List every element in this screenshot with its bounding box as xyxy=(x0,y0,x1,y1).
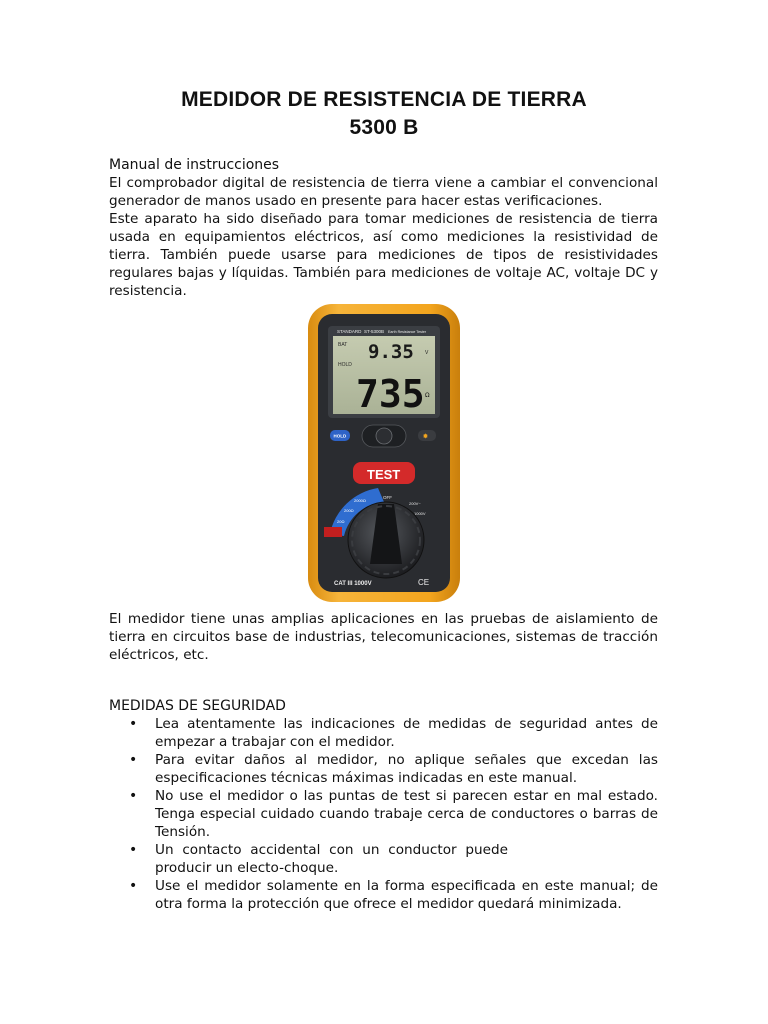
earth-resistance-tester-image xyxy=(306,302,462,604)
safety-item: • Lea atentamente las indicaciones de medidas de seguridad antes de empezar a trabajar con el medidor. xyxy=(109,715,658,751)
warning-label xyxy=(324,527,342,537)
backlight-icon: ✸ xyxy=(422,432,429,441)
range-label-dcv: 1000V xyxy=(414,511,426,516)
safety-item: • No use el medidor o las puntas de test si parecen estar en mal estado. Tenga especial cuidado cuando trabaje cerca de conductores o barras de Tensión. xyxy=(109,787,658,841)
applications-paragraph: El medidor tiene unas amplias aplicaciones en las pruebas de aislamiento de tierra en circuitos base de industrias, telecomunicaciones, sistemas de tracción eléctricos, etc. xyxy=(109,611,658,663)
lcd-hold-indicator: HOLD xyxy=(338,362,352,368)
range-label-200: 200Ω xyxy=(344,508,354,513)
intro-paragraph-2: Este aparato ha sido diseñado para tomar mediciones de resistencia de tierra usada en equipamientos eléctricos, así como mediciones la resistividad de tierra. También puede usarse para mediciones de tipos de resistividades regulares bajas y líquidas. También para mediciones de voltaje AC, voltaje DC y resistencia. xyxy=(109,211,658,299)
intro-paragraph-1: El comprobador digital de resistencia de tierra viene a cambiar el convencional generador de manos usado en presente para hacer estas verificaciones. xyxy=(109,175,658,209)
range-label-2000: 2000Ω xyxy=(354,498,366,503)
cat-rating: CAT III 1000V xyxy=(334,581,372,587)
safety-item: • Para evitar daños al medidor, no aplique señales que excedan las especificaciones técnicas máximas indicadas en este manual. xyxy=(109,751,658,787)
title-line-1: MEDIDOR DE RESISTENCIA DE TIERRA xyxy=(181,88,587,111)
test-button-label: TEST xyxy=(367,467,401,482)
device-brand: STANDARD xyxy=(337,329,362,334)
device-model-desc: Earth Resistance Tester xyxy=(388,330,427,334)
safety-item: • Use el medidor solamente en la forma especificada en este manual; de otra forma la protección que ofrece el medidor quedará minimizada. xyxy=(109,877,658,913)
ce-mark: CE xyxy=(418,578,430,587)
lcd-lower-unit: Ω xyxy=(425,392,430,399)
safety-item: • Un contacto accidental con un conductor puede producir un electo-choque. xyxy=(109,841,658,877)
section-heading-instructions: Manual de instrucciones xyxy=(109,157,280,173)
range-label-20: 20Ω xyxy=(337,519,345,524)
section-heading-safety: MEDIDAS DE SEGURIDAD xyxy=(109,698,286,714)
title-line-2: 5300 B xyxy=(349,116,419,139)
lcd-upper-unit: V xyxy=(425,350,429,356)
range-label-acv: 200V~ xyxy=(409,501,421,506)
lcd-upper-value: 9.35 xyxy=(368,341,414,363)
device-model: ST-5300B xyxy=(364,329,385,334)
lcd-bat-indicator: BAT xyxy=(338,342,348,348)
range-label-off: OFF xyxy=(383,495,392,500)
lcd-lower-value: 735 xyxy=(356,372,425,416)
hold-button-label: HOLD xyxy=(333,433,347,439)
safety-list xyxy=(109,715,658,913)
